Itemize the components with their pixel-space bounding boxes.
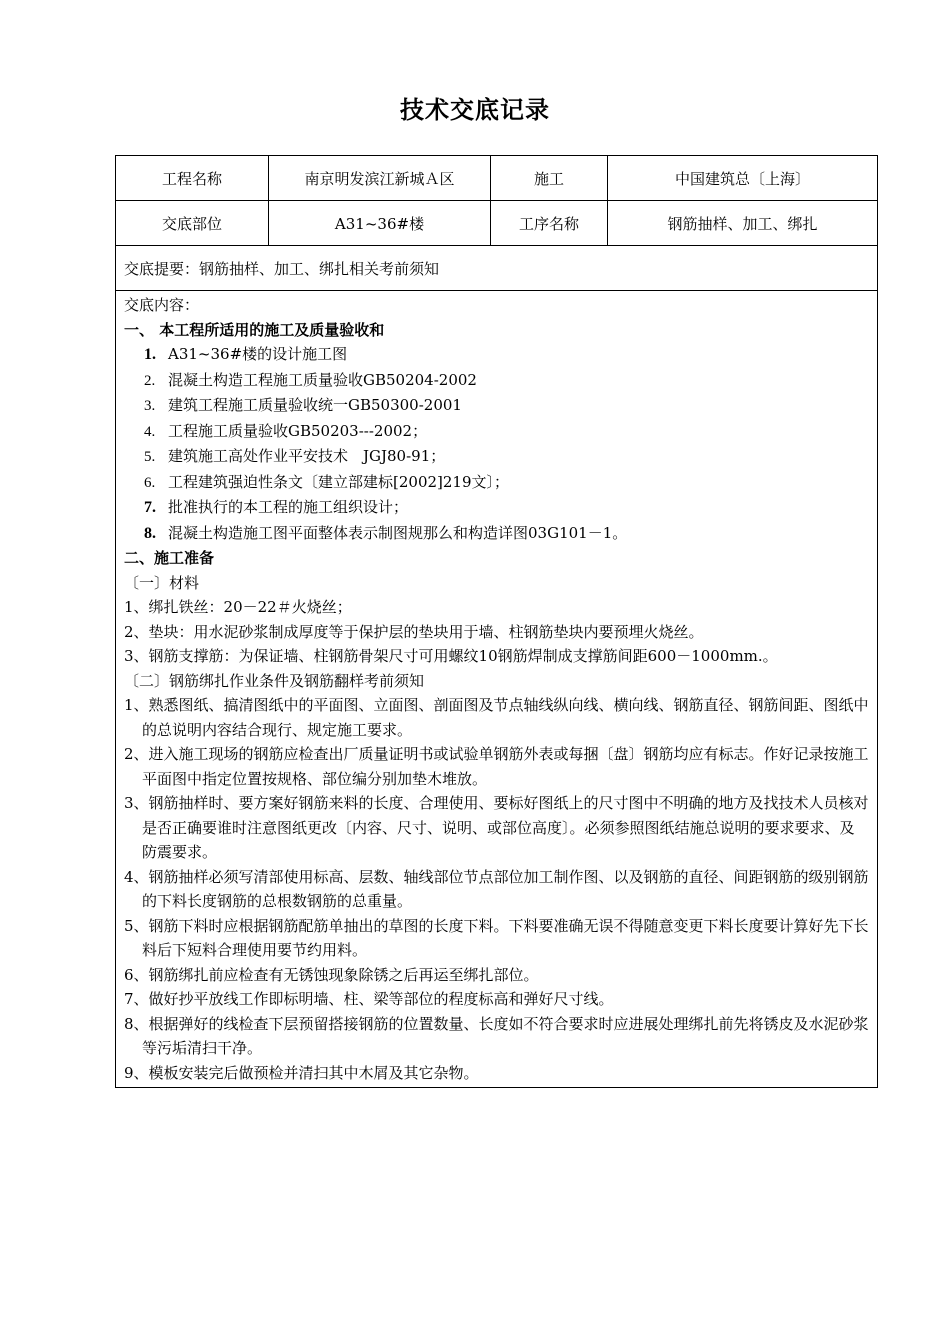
construct-value: 中国建筑总〔上海〕 (608, 156, 878, 201)
section2-heading: 二、施工准备 (124, 549, 215, 567)
document-title: 技术交底记录 (400, 95, 550, 124)
content-cell (116, 291, 878, 1088)
list-item: 5. 建筑施工高处作业平安技术 JGJ80-91； (144, 447, 446, 465)
list-item: 8. 混凝土构造施工图平面整体表示制图规那么和构造详图03G101－1。 (144, 523, 628, 542)
part-row (116, 201, 878, 246)
list-item: 4. 工程施工质量验收GB50203---2002； (144, 421, 428, 440)
record-table (115, 155, 878, 1088)
list-item: 2. 混凝土构造工程施工质量验收GB50204-2002 (144, 370, 477, 389)
project-label: 工程名称 (116, 156, 269, 201)
list-item: 7、做好抄平放线工作即标明墙、柱、梁等部位的程度标高和弹好尺寸线。 (124, 990, 614, 1008)
list-item: 8、根据弹好的线检查下层预留搭接钢筋的位置数量、长度如不符合要求时应进展处理绑扎前先将锈皮及水泥砂浆等污垢清扫干净。 (124, 1014, 869, 1057)
part-value: A31~36#楼 (269, 201, 491, 246)
content-label: 交底内容： (124, 296, 200, 314)
list-item: 9、模板安装完后做预检并清扫其中木屑及其它杂物。 (124, 1063, 479, 1082)
list-item: 2、垫块：用水泥砂浆制成厚度等于保护层的垫块用于墙、柱钢筋垫块内要预埋火烧丝。 (124, 622, 704, 641)
project-value: 南京明发滨江新城Ａ区 (269, 156, 491, 201)
list-item: 1. A31~36#楼的设计施工图 (144, 345, 348, 363)
content-row (116, 291, 878, 1088)
project-row (116, 156, 878, 201)
list-item: 6、钢筋绑扎前应检查有无锈蚀现象除锈之后再运至绑扎部位。 (124, 965, 539, 984)
construct-label: 施工 (491, 156, 608, 201)
list-item: 3、钢筋支撑筋：为保证墙、柱钢筋骨架尺寸可用螺纹10钢筋焊制成支撑筋间距600－1000mm.。 (124, 647, 778, 665)
list-item: 1、绑扎铁丝：20－22＃火烧丝； (124, 598, 352, 616)
list-item: 4、钢筋抽样必须写清部使用标高、层数、轴线部位节点部位加工制作图、以及钢筋的直径、间距钢筋的级别钢筋的下料长度钢筋的总根数钢筋的总重量。 (124, 867, 869, 910)
part-label: 交底部位 (116, 201, 269, 246)
list-item: 1、熟悉图纸、搞清图纸中的平面图、立面图、剖面图及节点轴线纵向线、横向线、钢筋直径、钢筋间距、图纸中的总说明内容结合现行、规定施工要求。 (124, 696, 869, 739)
subsection-materials: 〔一〕材料 (124, 573, 200, 592)
list-item: 5、钢筋下料时应根据钢筋配筋单抽出的草图的长度下料。下料要准确无误不得随意变更下料长度要计算好先下长料后下短料合理使用要节约用料。 (124, 916, 869, 959)
list-item: 7. 批准执行的本工程的施工组织设计； (144, 498, 409, 516)
list-item: 3. 建筑工程施工质量验收统一GB50300-2001 (144, 396, 462, 414)
list-item: 3、钢筋抽样时、要方案好钢筋来料的长度、合理使用、要标好图纸上的尺寸图中不明确的地方及找技术人员核对是否正确要谁时注意图纸更改〔内容、尺寸、说明、或部位高度〕。必须参照图纸结施总说明的要求要求、及防震要求。 (124, 794, 869, 861)
process-label: 工序名称 (491, 201, 608, 246)
list-item: 6. 工程建筑强迫性条文〔建立部建标[2002]219文〕； (144, 472, 510, 491)
summary-text: 交底提要：钢筋抽样、加工、绑扎相关考前须知 (116, 246, 878, 291)
section1-heading: 一、 本工程所适用的施工及质量验收和 (124, 320, 385, 339)
summary-row (116, 246, 878, 291)
list-item: 2、进入施工现场的钢筋应检查出厂质量证明书或试验单钢筋外表或每捆〔盘〕钢筋均应有标志。作好记录按施工平面图中指定位置按规格、部位编分别加垫木堆放。 (124, 745, 869, 788)
process-value: 钢筋抽样、加工、绑扎 (608, 201, 878, 246)
subsection-conditions: 〔二〕钢筋绑扎作业条件及钢筋翻样考前须知 (124, 671, 425, 690)
